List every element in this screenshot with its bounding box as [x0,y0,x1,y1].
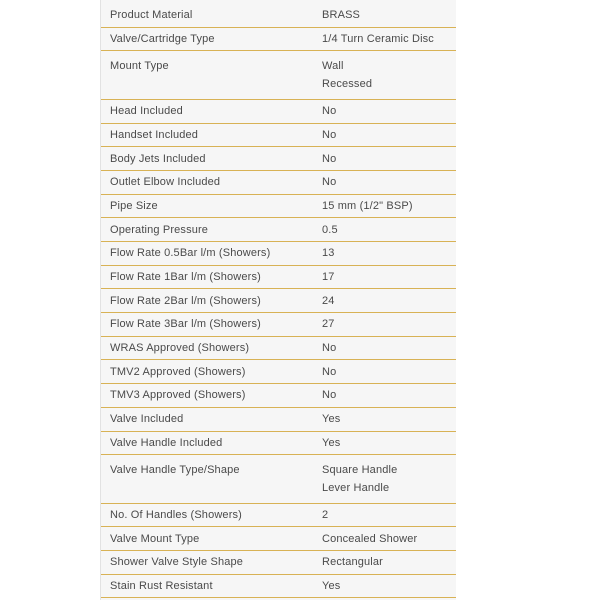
spec-value [322,221,452,239]
spec-value-line: Yes [322,580,341,593]
spec-value [322,386,452,404]
spec-value-line: Recessed [322,78,373,91]
spec-label: Outlet Elbow Included [110,176,221,189]
table-row [101,384,456,408]
spec-value-line: 15 mm (1/2" BSP) [322,199,413,212]
spec-value-line: 24 [322,294,335,307]
spec-value [322,315,452,333]
spec-value-line: 27 [322,318,335,331]
table-row [101,432,456,456]
table-row [101,575,456,599]
spec-value [322,30,452,48]
spec-value [322,553,452,571]
table-row [101,504,456,528]
spec-value-line: No [322,365,337,378]
spec-value [322,530,452,548]
spec-value-line: No [322,342,337,355]
spec-value [322,339,452,357]
spec-value [322,292,452,310]
table-row [101,100,456,124]
spec-value [322,244,452,262]
spec-label: No. Of Handles (Showers) [110,509,242,522]
spec-value-line: Square Handle [322,463,398,476]
spec-value [322,173,452,191]
spec-label: Body Jets Included [110,152,206,165]
spec-label: Operating Pressure [110,223,209,236]
table-row [101,289,456,313]
spec-value-line: BRASS [322,9,361,22]
table-row [101,147,456,171]
table-row [101,51,456,100]
spec-value [322,197,452,215]
spec-value-line: 17 [322,271,335,284]
spec-value-line: Lever Handle [322,481,390,494]
spec-label: TMV2 Approved (Showers) [110,365,246,378]
spec-value-line: No [322,176,337,189]
spec-value-line: Wall [322,60,344,73]
spec-label: Head Included [110,105,183,118]
spec-value [322,150,452,168]
spec-value [322,102,452,120]
spec-value [322,6,452,24]
spec-label: Valve Handle Included [110,436,223,449]
spec-value-line: 0.5 [322,223,338,236]
spec-label: Flow Rate 3Bar l/m (Showers) [110,318,261,331]
product-specification-table [100,0,456,600]
table-row [101,218,456,242]
spec-label: Stain Rust Resistant [110,580,213,593]
spec-label: Pipe Size [110,199,158,212]
spec-label: WRAS Approved (Showers) [110,342,250,355]
table-row [101,266,456,290]
spec-value-line: 13 [322,247,335,260]
table-row [101,360,456,384]
table-row [101,242,456,266]
spec-label: Valve Mount Type [110,532,200,545]
spec-value [322,126,452,144]
spec-label: Flow Rate 0.5Bar l/m (Showers) [110,247,271,260]
spec-value-line: Rectangular [322,556,383,569]
table-row [101,313,456,337]
table-row [101,337,456,361]
spec-label: Valve/Cartridge Type [110,33,215,46]
table-row [101,455,456,504]
spec-value-line: Yes [322,436,341,449]
spec-label: Flow Rate 1Bar l/m (Showers) [110,271,261,284]
spec-label: Handset Included [110,128,199,141]
table-row [101,551,456,575]
spec-value-line: Concealed Shower [322,532,418,545]
spec-value [322,363,452,381]
table-row [101,195,456,219]
spec-label: Valve Handle Type/Shape [110,463,240,476]
spec-value-line: No [322,128,337,141]
spec-value-line: 2 [322,509,329,522]
spec-label: Mount Type [110,60,169,73]
spec-value [322,577,452,595]
spec-label: Shower Valve Style Shape [110,556,244,569]
spec-value-line: No [322,105,337,118]
spec-value-line: No [322,389,337,402]
spec-value [322,506,452,524]
spec-value-line: 1/4 Turn Ceramic Disc [322,33,434,46]
table-row [101,527,456,551]
spec-label: Flow Rate 2Bar l/m (Showers) [110,294,261,307]
spec-value [322,57,452,93]
table-row [101,171,456,195]
spec-value [322,434,452,452]
spec-value-line: Yes [322,413,341,426]
spec-value [322,268,452,286]
table-row [101,4,456,28]
spec-label: TMV3 Approved (Showers) [110,389,246,402]
table-row [101,408,456,432]
table-row [101,124,456,148]
table-row [101,28,456,52]
spec-value [322,461,452,497]
spec-label: Product Material [110,9,193,22]
spec-value-line: No [322,152,337,165]
spec-value [322,410,452,428]
spec-label: Valve Included [110,413,184,426]
